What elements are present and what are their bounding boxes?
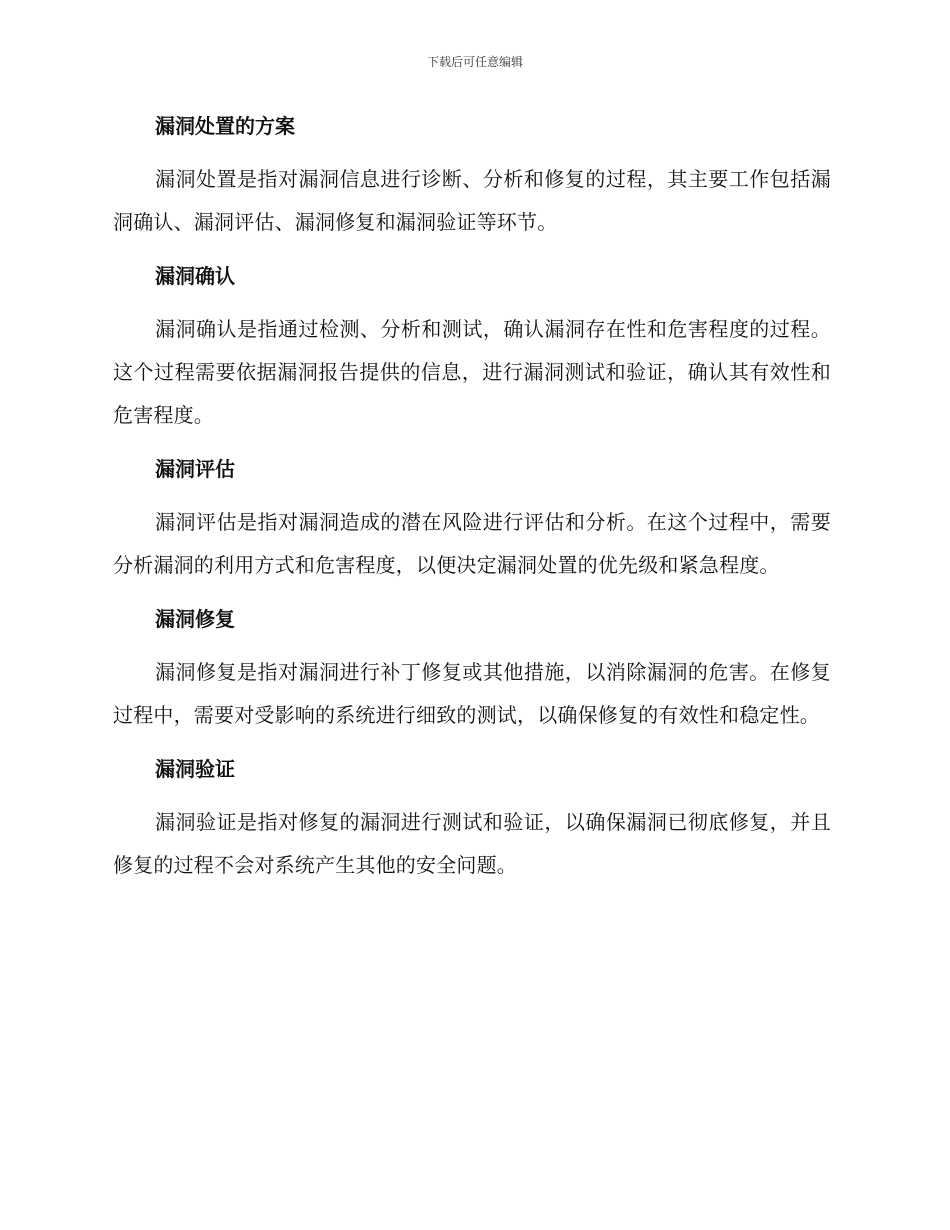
section-title-repair: 漏洞修复 [155,607,235,631]
section-body-repair: 漏洞修复是指对漏洞进行补丁修复或其他措施，以消除漏洞的危害。在修复过程中，需要对受影响的系统进行细致的测试，以确保修复的有效性和稳定性。 [113,660,831,727]
section-title-confirmation: 漏洞确认 [155,264,235,288]
section-body-confirmation: 漏洞确认是指通过检测、分析和测试，确认漏洞存在性和危害程度的过程。这个过程需要依据漏洞报告提供的信息，进行漏洞测试和验证，确认其有效性和危害程度。 [113,317,831,427]
page-header: 下载后可任意编辑 [426,55,523,69]
document-body [113,106,831,899]
section-body-verification: 漏洞验证是指对修复的漏洞进行测试和验证，以确保漏洞已彻底修复，并且修复的过程不会对系统产生其他的安全问题。 [113,810,831,877]
section-body-assessment: 漏洞评估是指对漏洞造成的潜在风险进行评估和分析。在这个过程中，需要分析漏洞的利用方式和危害程度，以便决定漏洞处置的优先级和紧急程度。 [113,510,831,577]
section-body-disposal-plan: 漏洞处置是指对漏洞信息进行诊断、分析和修复的过程，其主要工作包括漏洞确认、漏洞评估、漏洞修复和漏洞验证等环节。 [113,167,831,234]
section-title-assessment: 漏洞评估 [155,457,235,481]
section-title-verification: 漏洞验证 [155,757,235,781]
section-title-disposal-plan: 漏洞处置的方案 [155,114,295,138]
